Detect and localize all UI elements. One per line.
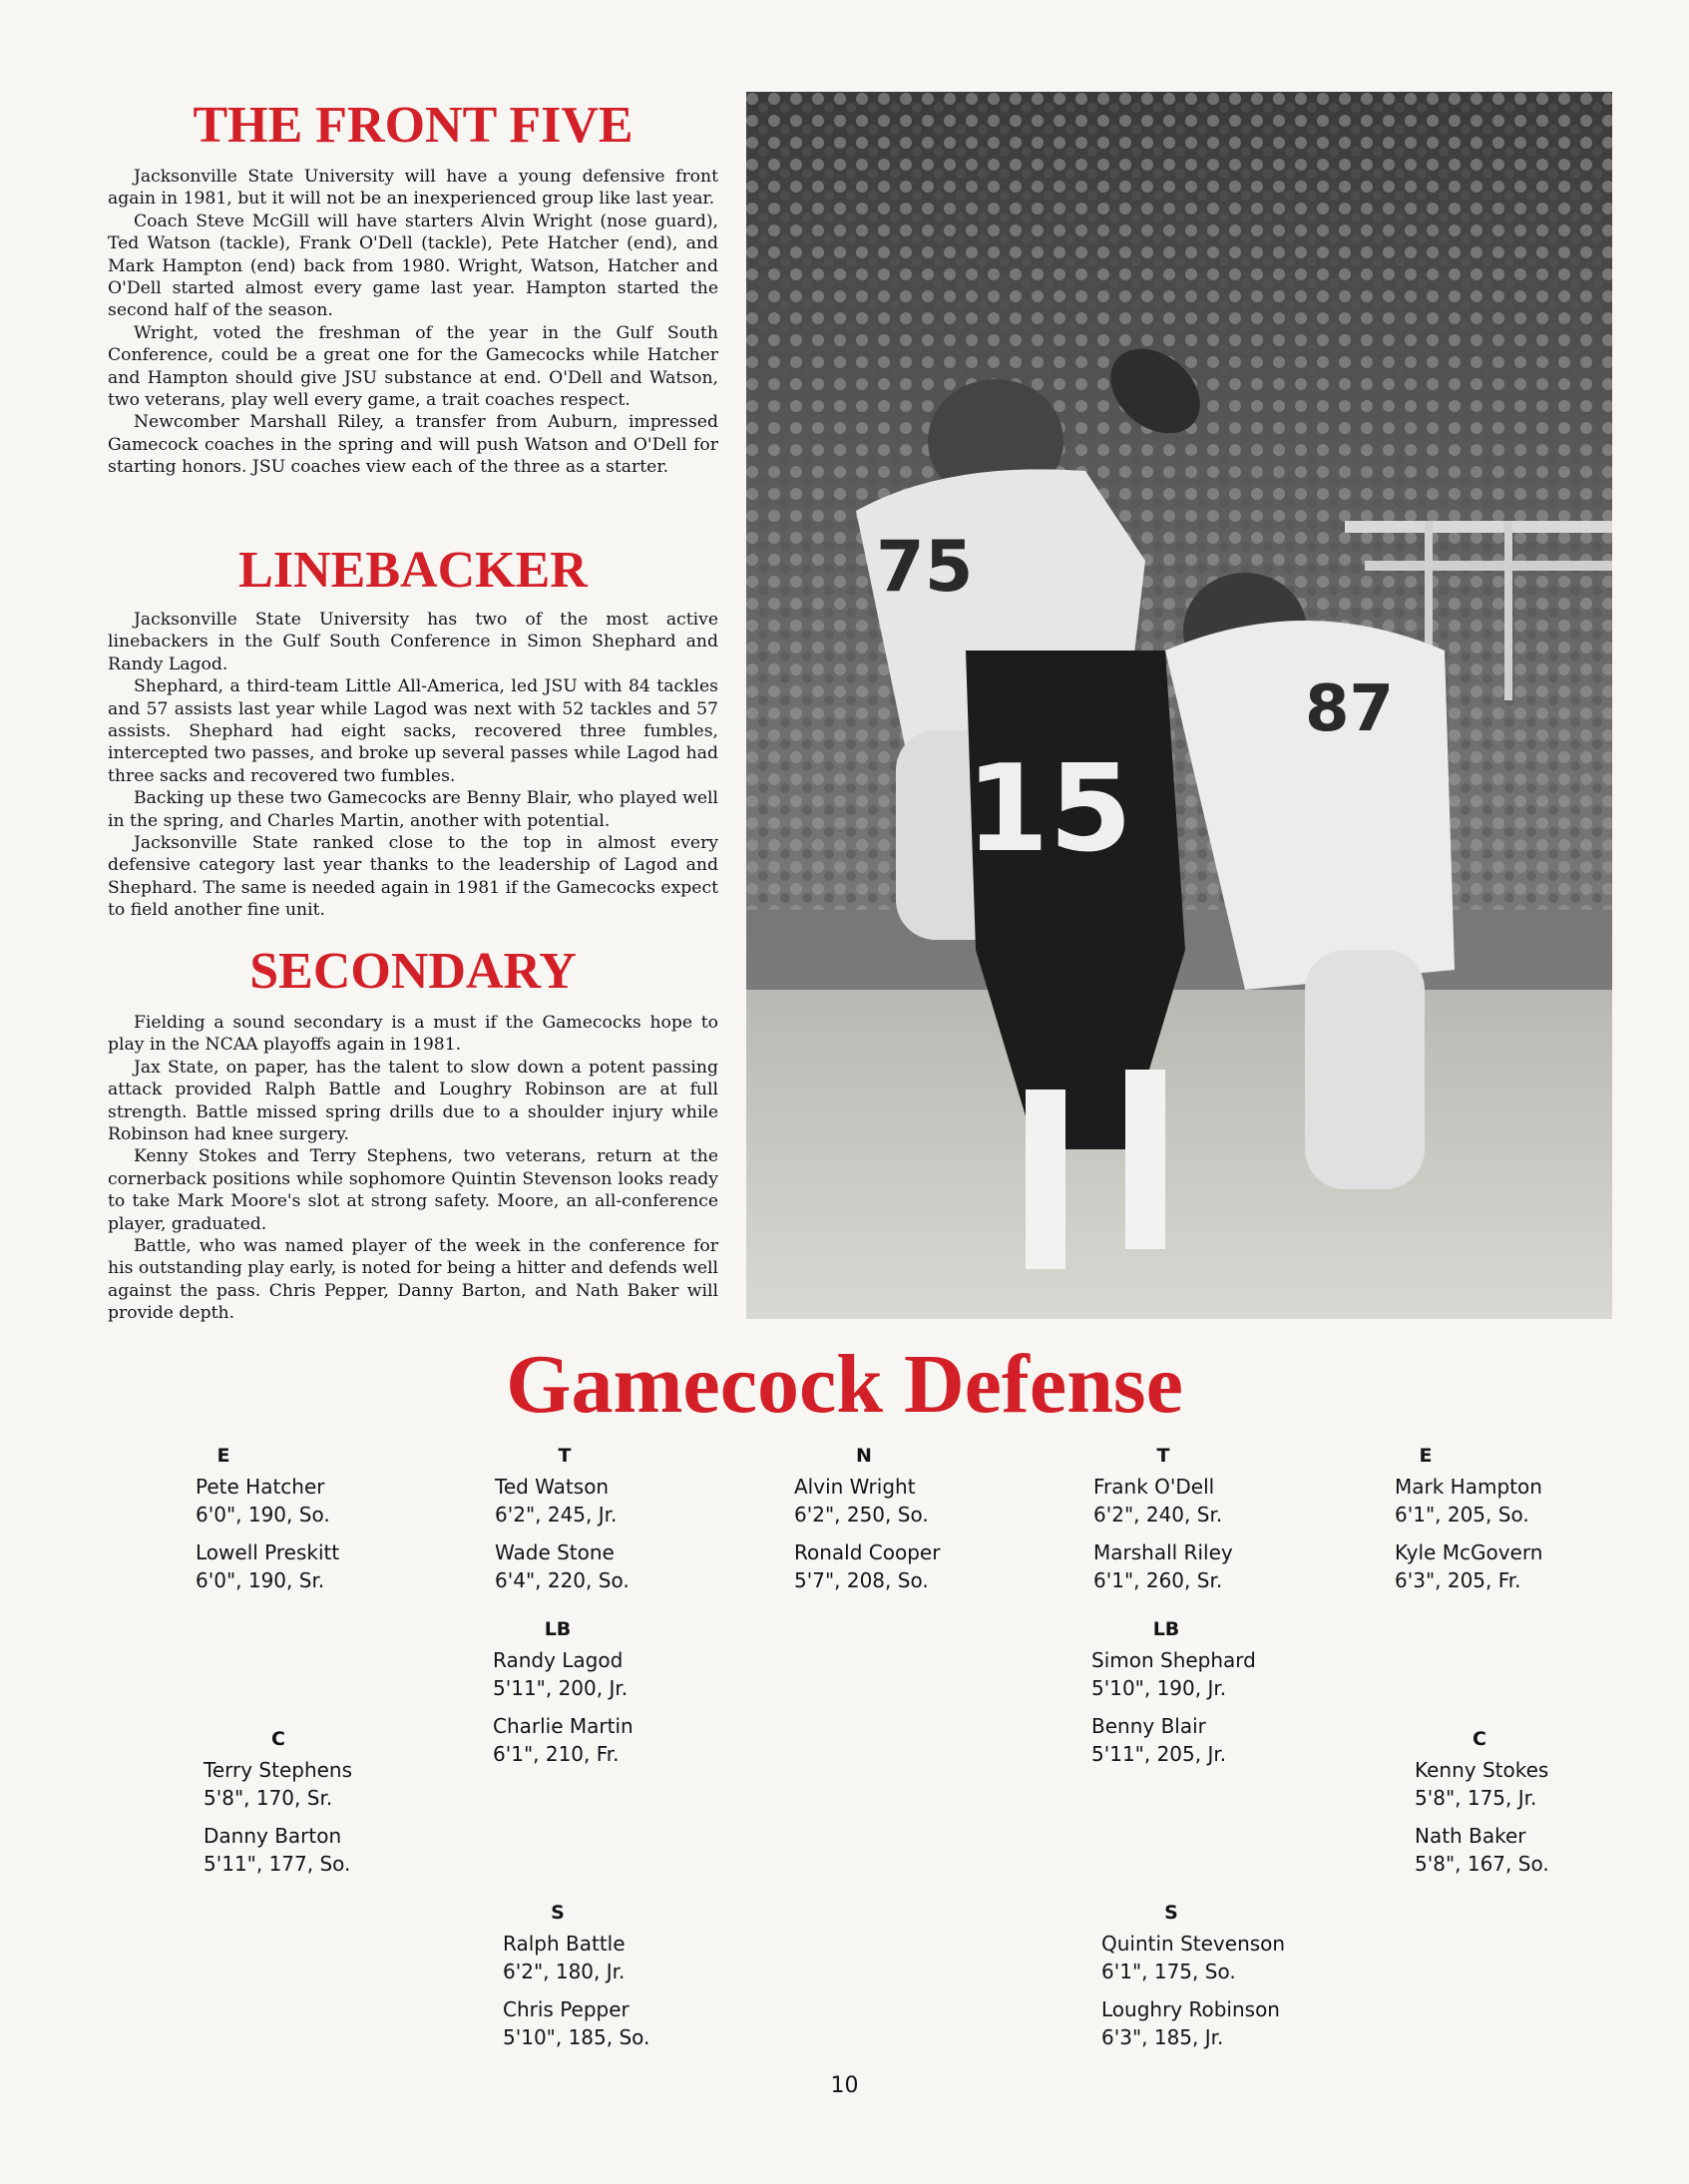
football-action-photo bbox=[746, 92, 1612, 1319]
front-five-body bbox=[108, 166, 718, 479]
player-entry bbox=[794, 1473, 1014, 1529]
player-entry bbox=[493, 1712, 712, 1768]
player-stats: 5'8", 175, Jr. bbox=[1415, 1786, 1537, 1810]
paragraph: Jacksonville State University has two of the most active linebackers in the Gulf South Conference in Simon Shephard and Randy Lagod. bbox=[108, 610, 718, 674]
player-entry bbox=[1395, 1538, 1614, 1594]
paragraph: Wright, voted the freshman of the year in the Gulf South Conference, could be a great one for the Gamecocks while Hatcher and Hampton should give JSU substance at end. O'Dell and Watson, two veterans, play well every game, a trait coaches respect. bbox=[108, 322, 718, 411]
paragraph: Battle, who was named player of the week in the conference for his outstanding play early, is noted for being a hitter and defends well against the pass. Chris Pepper, Danny Barton, and Nath Baker will provide depth. bbox=[108, 1236, 718, 1324]
player-name: Charlie Martin bbox=[493, 1714, 633, 1738]
player-name: Wade Stone bbox=[495, 1540, 615, 1564]
jersey-number-75: 75 bbox=[876, 526, 974, 608]
position-label: LB bbox=[1152, 1618, 1180, 1640]
paragraph: Fielding a sound secondary is a must if the Gamecocks hope to play in the NCAA playoffs again in 1981. bbox=[108, 1013, 718, 1056]
jersey-number-87: 87 bbox=[1305, 672, 1395, 746]
position-label: S bbox=[1164, 1902, 1178, 1924]
player-name: Lowell Preskitt bbox=[196, 1540, 340, 1564]
player-name: Ronald Cooper bbox=[794, 1540, 941, 1564]
position-group-s-left bbox=[503, 1900, 722, 2051]
player-stats: 6'1", 205, So. bbox=[1395, 1503, 1529, 1527]
player-stats: 6'3", 205, Fr. bbox=[1395, 1568, 1521, 1592]
position-label: LB bbox=[544, 1618, 572, 1640]
player-entry bbox=[503, 1930, 722, 1985]
player-name: Pete Hatcher bbox=[196, 1475, 325, 1499]
player-entry bbox=[1415, 1822, 1634, 1878]
player-name: Ted Watson bbox=[495, 1475, 610, 1499]
position-group-c-left bbox=[204, 1726, 423, 1878]
position-group-lb-right bbox=[1091, 1616, 1311, 1768]
paragraph: Newcomber Marshall Riley, a transfer from Auburn, impressed Gamecock coaches in the spring and will push Watson and O'Dell for starting honors. JSU coaches view each of the three as a starter. bbox=[108, 412, 718, 478]
position-label: N bbox=[856, 1445, 872, 1467]
gamecock-defense-title: Gamecock Defense bbox=[506, 1338, 1183, 1431]
paragraph: Backing up these two Gamecocks are Benny Blair, who played well in the spring, and Charles Martin, another with potential. bbox=[108, 788, 718, 831]
position-group-e-right bbox=[1395, 1443, 1614, 1594]
player-entry bbox=[495, 1538, 714, 1594]
paragraph: Kenny Stokes and Terry Stephens, two veterans, return at the cornerback positions while sophomore Quintin Stevenson looks ready to take Mark Moore's slot at strong safety. Moore, an all-conference player, graduated. bbox=[108, 1146, 718, 1234]
heading-front-five: THE FRONT FIVE bbox=[193, 97, 633, 154]
linebacker-body bbox=[108, 609, 718, 922]
player-name: Ralph Battle bbox=[503, 1932, 626, 1956]
position-label: C bbox=[271, 1728, 285, 1750]
position-label: E bbox=[216, 1445, 230, 1467]
player-entry bbox=[503, 1995, 722, 2051]
player-name: Terry Stephens bbox=[204, 1758, 353, 1782]
player-stats: 6'2", 245, Jr. bbox=[495, 1503, 618, 1527]
heading-linebacker: LINEBACKER bbox=[238, 542, 588, 599]
player-stats: 6'2", 250, So. bbox=[794, 1503, 929, 1527]
heading-secondary: SECONDARY bbox=[249, 943, 577, 1000]
player-name: Kenny Stokes bbox=[1415, 1758, 1549, 1782]
player-entry bbox=[204, 1756, 423, 1812]
player-stats: 5'8", 170, Sr. bbox=[204, 1786, 333, 1810]
player-entry bbox=[495, 1473, 714, 1529]
player-entry bbox=[1093, 1538, 1313, 1594]
player-stats: 6'1", 175, So. bbox=[1101, 1960, 1236, 1983]
player-stats: 5'11", 177, So. bbox=[204, 1852, 351, 1876]
player-entry bbox=[204, 1822, 423, 1878]
player-name: Marshall Riley bbox=[1093, 1540, 1233, 1564]
player-entry bbox=[1415, 1756, 1634, 1812]
position-label: T bbox=[558, 1445, 572, 1467]
player-name: Simon Shephard bbox=[1091, 1648, 1256, 1672]
player-entry bbox=[1395, 1473, 1614, 1529]
position-group-lb-left bbox=[493, 1616, 712, 1768]
paragraph: Shephard, a third-team Little All-America, led JSU with 84 tackles and 57 assists last year while Lagod was next with 52 tackles and 57 assists. Shephard had eight sacks, recovered three fumbles, intercepted two passes, and broke up several passes while Lagod had three sacks and recovered two fumbles. bbox=[108, 676, 718, 786]
player-entry bbox=[794, 1538, 1014, 1594]
player-entry bbox=[493, 1646, 712, 1702]
position-label: T bbox=[1156, 1445, 1170, 1467]
player-stats: 6'1", 260, Sr. bbox=[1093, 1568, 1223, 1592]
player-entry bbox=[1101, 1995, 1321, 2051]
player-stats: 5'10", 190, Jr. bbox=[1091, 1676, 1227, 1700]
player-name: Frank O'Dell bbox=[1093, 1475, 1215, 1499]
player-name: Benny Blair bbox=[1091, 1714, 1206, 1738]
position-label: E bbox=[1419, 1445, 1433, 1467]
position-group-t-right bbox=[1093, 1443, 1313, 1594]
player-entry bbox=[1101, 1930, 1321, 1985]
player-entry bbox=[196, 1538, 415, 1594]
player-name: Randy Lagod bbox=[493, 1648, 624, 1672]
player-entry bbox=[196, 1473, 415, 1529]
player-stats: 5'10", 185, So. bbox=[503, 2025, 650, 2049]
player-stats: 5'11", 205, Jr. bbox=[1091, 1742, 1227, 1766]
player-stats: 6'2", 240, Sr. bbox=[1093, 1503, 1223, 1527]
player-stats: 6'1", 210, Fr. bbox=[493, 1742, 620, 1766]
player-name: Kyle McGovern bbox=[1395, 1540, 1543, 1564]
player-name: Alvin Wright bbox=[794, 1475, 916, 1499]
position-group-n bbox=[794, 1443, 1014, 1594]
position-group-e-left bbox=[196, 1443, 415, 1594]
page-number: 10 bbox=[830, 2073, 859, 2098]
position-label: S bbox=[551, 1902, 565, 1924]
player-entry bbox=[1091, 1712, 1311, 1768]
position-group-t-left bbox=[495, 1443, 714, 1594]
player-name: Loughry Robinson bbox=[1101, 1997, 1280, 2021]
player-stats: 6'0", 190, Sr. bbox=[196, 1568, 325, 1592]
position-group-c-right bbox=[1415, 1726, 1634, 1878]
position-label: C bbox=[1473, 1728, 1486, 1750]
paragraph: Coach Steve McGill will have starters Alvin Wright (nose guard), Ted Watson (tackle), Frank O'Dell (tackle), Pete Hatcher (end), and Mark Hampton (end) back from 1980. Wright, Watson, Hatcher and O'Dell started almost every game last year. Hampton started the second half of the season. bbox=[108, 211, 718, 321]
player-entry bbox=[1093, 1473, 1313, 1529]
player-entry bbox=[1091, 1646, 1311, 1702]
player-stats: 5'8", 167, So. bbox=[1415, 1852, 1549, 1876]
player-stats: 6'4", 220, So. bbox=[495, 1568, 630, 1592]
player-name: Quintin Stevenson bbox=[1101, 1932, 1286, 1956]
player-name: Mark Hampton bbox=[1395, 1475, 1542, 1499]
player-stats: 5'7", 208, So. bbox=[794, 1568, 929, 1592]
player-name: Danny Barton bbox=[204, 1824, 342, 1848]
paragraph: Jax State, on paper, has the talent to slow down a potent passing attack provided Ralph Battle and Loughry Robinson are at full strength. Battle missed spring drills due to a shoulder injury while Robinson had knee surgery. bbox=[108, 1057, 718, 1145]
position-group-s-right bbox=[1101, 1900, 1321, 2051]
player-name: Chris Pepper bbox=[503, 1997, 630, 2021]
player-stats: 5'11", 200, Jr. bbox=[493, 1676, 629, 1700]
paragraph: Jacksonville State University will have a young defensive front again in 1981, but it will not be an inexperienced group like last year. bbox=[108, 167, 718, 210]
player-name: Nath Baker bbox=[1415, 1824, 1526, 1848]
paragraph: Jacksonville State ranked close to the top in almost every defensive category last year thanks to the leadership of Lagod and Shephard. The same is needed again in 1981 if the Gamecocks expect to field another fine unit. bbox=[108, 833, 718, 921]
jersey-number-15: 15 bbox=[966, 740, 1132, 879]
player-stats: 6'0", 190, So. bbox=[196, 1503, 330, 1527]
player-stats: 6'2", 180, Jr. bbox=[503, 1960, 626, 1983]
player-stats: 6'3", 185, Jr. bbox=[1101, 2025, 1224, 2049]
secondary-body bbox=[108, 1012, 718, 1325]
